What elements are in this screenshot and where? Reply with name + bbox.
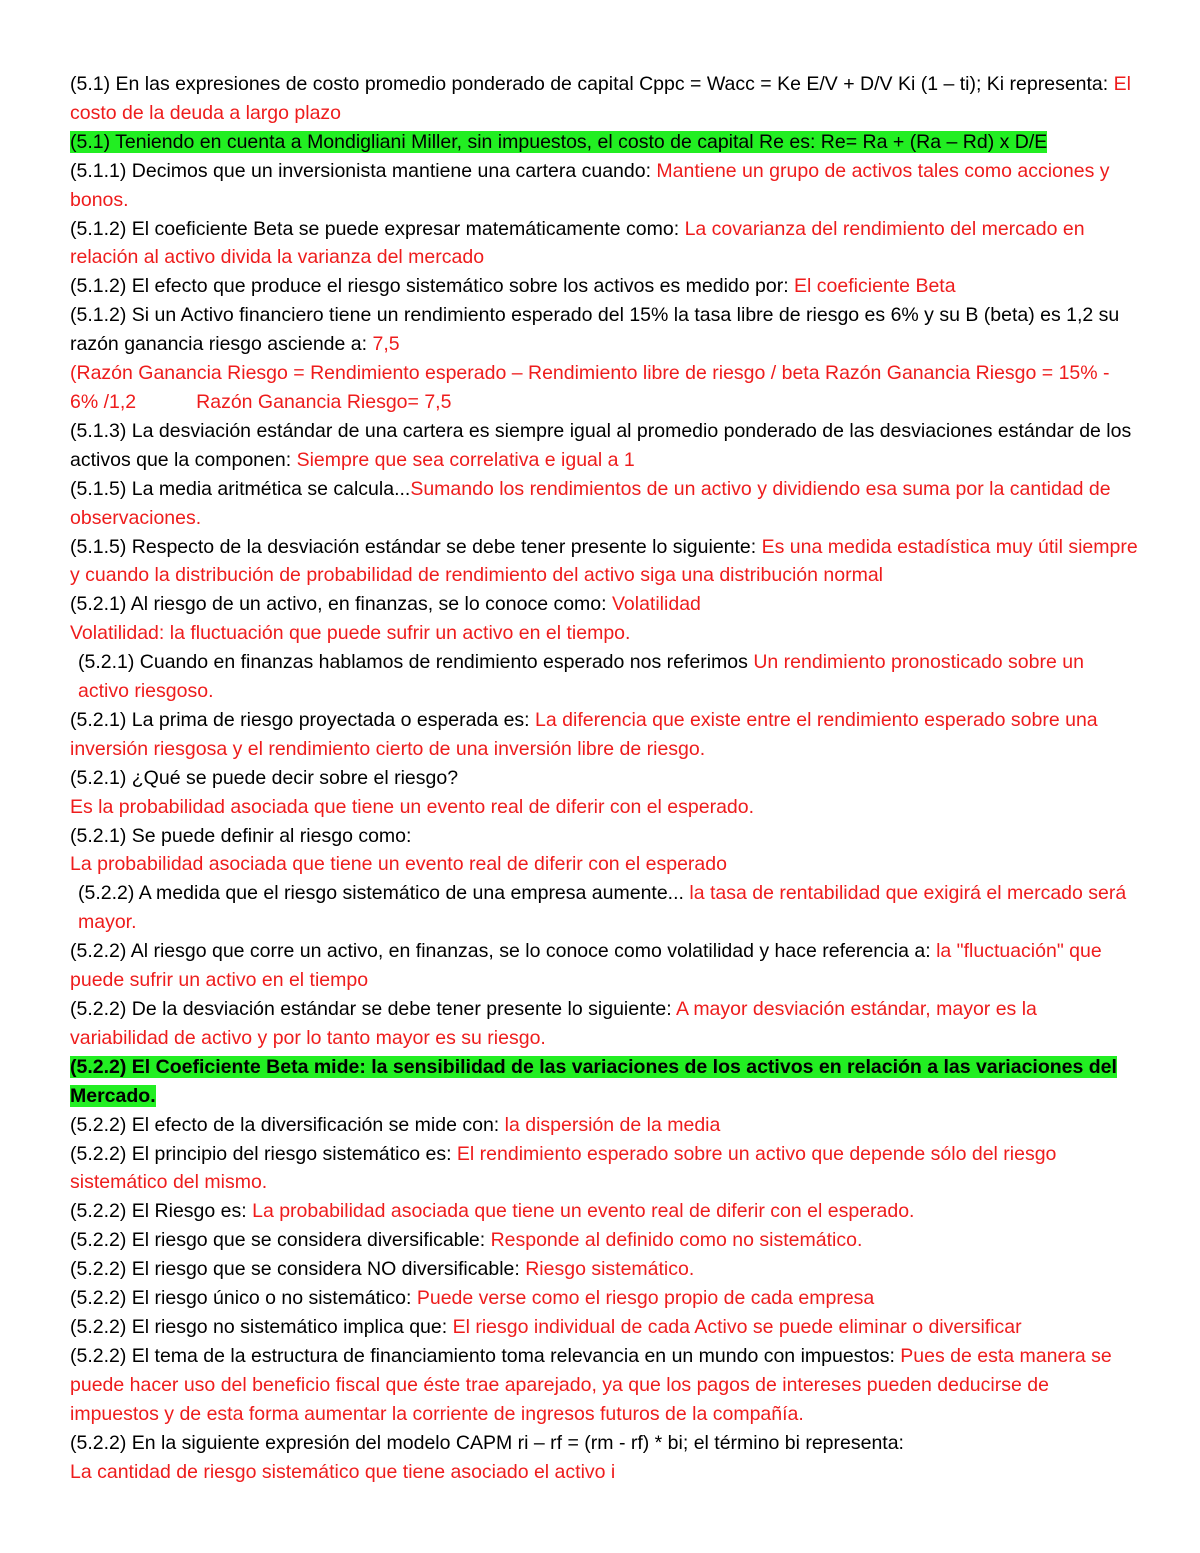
list-item bbox=[70, 937, 1140, 995]
answer-text: La diferencia que existe entre el rendimiento esperado sobre una inversión riesgosa y el rendimiento cierto de una inversión libre de riesgo. bbox=[70, 708, 1098, 760]
question-text: (5.1.1) Decimos que un inversionista mantiene una cartera cuando: bbox=[70, 159, 651, 182]
question-text: (5.2.2) El efecto de la diversificación se mide con: bbox=[70, 1113, 500, 1136]
answer-text: Razón Ganancia Riesgo= 7,5 bbox=[196, 390, 452, 413]
list-item bbox=[70, 157, 1140, 215]
question-text: (5.2.1) La prima de riesgo proyectada o esperada es: bbox=[70, 708, 530, 731]
question-text: (5.2.2) El riesgo que se considera diversificable: bbox=[70, 1229, 486, 1252]
answer-text: Es una medida estadística muy útil siempre y cuando la distribución de probabilidad de rendimiento del activo siga una distribución normal bbox=[70, 535, 1138, 587]
question-text: (5.2.1) ¿Qué se puede decir sobre el riesgo? bbox=[70, 766, 459, 789]
question-text: (5.1.2) El efecto que produce el riesgo sistemático sobre los activos es medido por: bbox=[70, 275, 789, 298]
answer-text: Un rendimiento pronosticado sobre un activo riesgoso. bbox=[78, 651, 1084, 703]
list-item bbox=[70, 850, 1140, 879]
answer-text: Responde al definido como no sistemático. bbox=[490, 1229, 863, 1252]
question-text: (5.2.2) En la siguiente expresión del modelo CAPM ri – rf = (rm - rf) * bi; el término bi representa: bbox=[70, 1431, 904, 1454]
list-item bbox=[70, 301, 1140, 359]
list-item-highlighted bbox=[70, 1053, 1140, 1111]
document-page bbox=[70, 70, 1140, 1486]
question-text: (5.2.1) Al riesgo de un activo, en finanzas, se lo conoce como: bbox=[70, 593, 607, 616]
list-item bbox=[70, 1140, 1140, 1198]
answer-text: 7,5 bbox=[372, 333, 400, 356]
question-text: (5.2.2) El riesgo no sistemático implica que: bbox=[70, 1315, 448, 1338]
question-text: (5.1.5) Respecto de la desviación estándar se debe tener presente lo siguiente: bbox=[70, 535, 757, 558]
list-item bbox=[70, 793, 1140, 822]
list-item-highlighted bbox=[70, 128, 1140, 157]
question-text: (5.1.2) Si un Activo financiero tiene un rendimiento esperado del 15% la tasa libre de riesgo es 6% y su B (beta) es 1,2 su razón ganancia riesgo asciende a: bbox=[70, 304, 1120, 356]
question-text: (5.2.2) El principio del riesgo sistemático es: bbox=[70, 1142, 452, 1165]
question-text: (5.2.1) Se puede definir al riesgo como: bbox=[70, 824, 412, 847]
question-text: (5.2.2) El tema de la estructura de financiamiento toma relevancia en un mundo con impuestos: bbox=[70, 1344, 895, 1367]
question-text: (5.1) Teniendo en cuenta a Mondigliani Miller, sin impuestos, el costo de capital Re es: Re= Ra + (Ra – Rd) x D/E bbox=[70, 130, 1048, 153]
list-item bbox=[70, 1313, 1140, 1342]
list-item bbox=[70, 648, 1140, 706]
list-item bbox=[70, 822, 1140, 851]
question-text: (5.1) En las expresiones de costo promedio ponderado de capital Cppc = Wacc = Ke E/V + D/V Ki (1 – ti); Ki representa: bbox=[70, 73, 1109, 95]
answer-text: la dispersión de la media bbox=[504, 1113, 721, 1136]
answer-text: Sumando los rendimientos de un activo y dividiendo esa suma por la cantidad de observaciones. bbox=[70, 477, 1111, 529]
answer-text: Volatilidad bbox=[611, 593, 701, 616]
list-item bbox=[70, 1197, 1140, 1226]
list-item bbox=[70, 1284, 1140, 1313]
list-item bbox=[70, 1111, 1140, 1140]
question-text: (5.2.2) A medida que el riesgo sistemático de una empresa aumente... bbox=[78, 882, 684, 905]
question-text: (5.1.3) La desviación estándar de una cartera es siempre igual al promedio ponderado de las desviaciones estándar de los activos que la componen: bbox=[70, 419, 1132, 471]
answer-text: El riesgo individual de cada Activo se puede eliminar o diversificar bbox=[452, 1315, 1022, 1338]
list-item bbox=[70, 764, 1140, 793]
answer-text: (Razón Ganancia Riesgo = Rendimiento esperado – Rendimiento libre de riesgo / beta Razón Ganancia Riesgo = 15% - 6% /1,2 bbox=[70, 362, 1110, 413]
answer-text: Riesgo sistemático. bbox=[525, 1258, 695, 1281]
list-item bbox=[70, 215, 1140, 273]
answer-text: Pues de esta manera se puede hacer uso del beneficio fiscal que éste trae aparejado, ya que los pagos de intereses pueden deducirse de impuestos y de esta forma aumentar la corriente de ingresos futuros de la compañía. bbox=[70, 1344, 1112, 1425]
list-item bbox=[70, 359, 1140, 417]
question-text: (5.2.2) El riesgo único o no sistemático: bbox=[70, 1287, 412, 1310]
question-text: (5.2.2) De la desviación estándar se debe tener presente lo siguiente: bbox=[70, 998, 672, 1020]
answer-text: La probabilidad asociada que tiene un evento real de diferir con el esperado. bbox=[252, 1200, 915, 1223]
answer-text: Volatilidad: la fluctuación que puede sufrir un activo en el tiempo. bbox=[70, 622, 631, 645]
answer-text: Siempre que sea correlativa e igual a 1 bbox=[296, 448, 635, 471]
answer-text: Mantiene un grupo de activos tales como acciones y bonos. bbox=[70, 159, 1110, 211]
answer-text: la "fluctuación" que puede sufrir un activo en el tiempo bbox=[70, 940, 1102, 992]
answer-text: La cantidad de riesgo sistemático que tiene asociado el activo i bbox=[70, 1460, 616, 1483]
answer-text: La covarianza del rendimiento del mercado en relación al activo divida la varianza del mercado bbox=[70, 217, 1085, 269]
question-text: (5.2.1) Cuando en finanzas hablamos de rendimiento esperado nos referimos bbox=[78, 651, 748, 674]
answer-text: El coeficiente Beta bbox=[794, 275, 956, 298]
list-item bbox=[70, 1226, 1140, 1255]
answer-text: la tasa de rentabilidad que exigirá el mercado será mayor. bbox=[78, 882, 1127, 934]
list-item bbox=[70, 417, 1140, 475]
list-item bbox=[70, 1429, 1140, 1458]
list-item bbox=[70, 1342, 1140, 1429]
question-text: (5.1.2) El coeficiente Beta se puede expresar matemáticamente como: bbox=[70, 217, 680, 240]
answer-text: Puede verse como el riesgo propio de cada empresa bbox=[416, 1287, 875, 1310]
list-item bbox=[70, 706, 1140, 764]
question-text: (5.2.2) El riesgo que se considera NO diversificable: bbox=[70, 1258, 520, 1281]
list-item bbox=[70, 70, 1140, 128]
list-item bbox=[70, 533, 1140, 591]
list-item bbox=[70, 272, 1140, 301]
list-item bbox=[70, 619, 1140, 648]
list-item bbox=[70, 1458, 1140, 1487]
question-text: (5.2.2) El Coeficiente Beta mide: la sensibilidad de las variaciones de los activos en relación a las variaciones del Mercado. bbox=[70, 1055, 1117, 1107]
answer-text: Es la probabilidad asociada que tiene un evento real de diferir con el esperado. bbox=[70, 795, 755, 818]
answer-text: El rendimiento esperado sobre un activo que depende sólo del riesgo sistemático del mismo. bbox=[70, 1142, 1057, 1194]
list-item bbox=[70, 1255, 1140, 1284]
question-text: (5.2.2) El Riesgo es: bbox=[70, 1200, 247, 1223]
answer-text: A mayor desviación estándar, mayor es la variabilidad de activo y por lo tanto mayor es su riesgo. bbox=[70, 998, 1037, 1049]
list-item bbox=[70, 590, 1140, 619]
question-text: (5.2.2) Al riesgo que corre un activo, en finanzas, se lo conoce como volatilidad y hace referencia a: bbox=[70, 940, 931, 963]
list-item bbox=[70, 879, 1140, 937]
list-item bbox=[70, 995, 1140, 1053]
list-item bbox=[70, 475, 1140, 533]
question-text: (5.1.5) La media aritmética se calcula... bbox=[70, 477, 411, 500]
answer-text: La probabilidad asociada que tiene un evento real de diferir con el esperado bbox=[70, 853, 727, 876]
answer-text: El costo de la deuda a largo plazo bbox=[70, 73, 1131, 124]
